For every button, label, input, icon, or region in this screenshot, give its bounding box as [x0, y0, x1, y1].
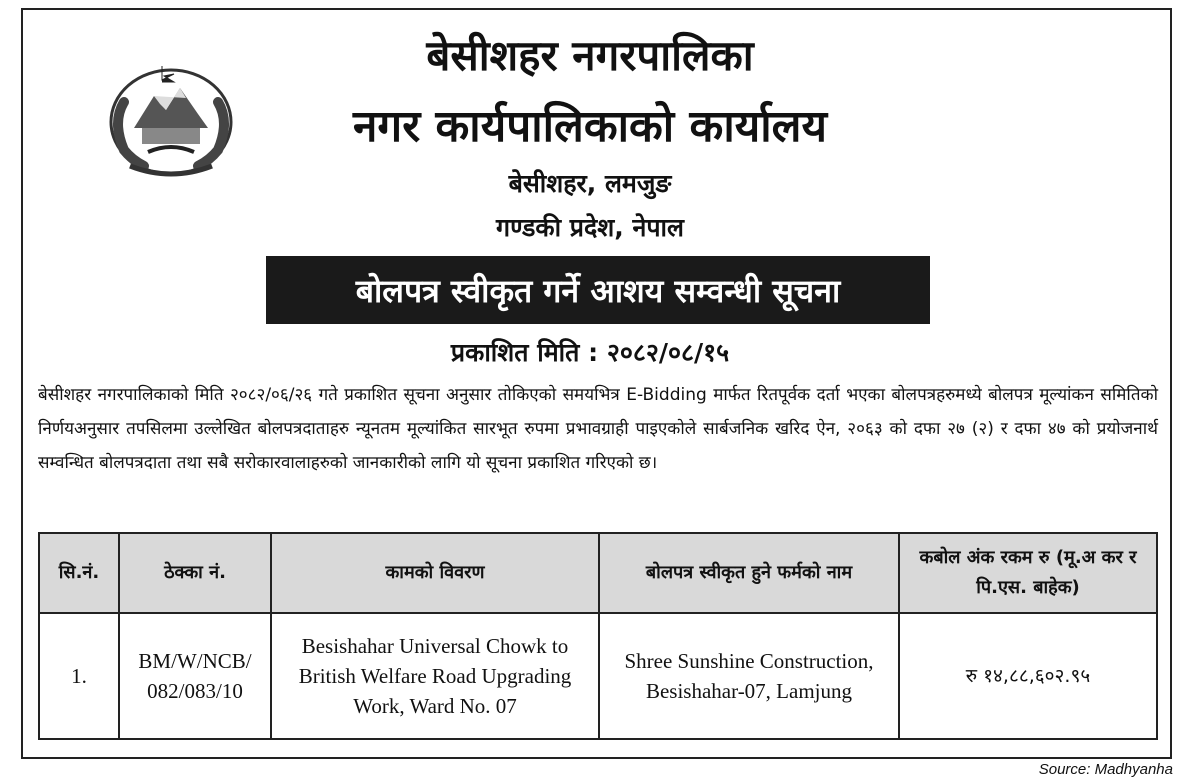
- cell-sn: 1.: [39, 613, 119, 739]
- col-contract-no-header: ठेक्का नं.: [119, 533, 271, 613]
- table-header-row: [39, 533, 1157, 613]
- office-name: नगर कार्यपालिकाको कार्यालय: [353, 101, 827, 152]
- cell-amount: रु १४,८८,६०२.९५: [899, 613, 1157, 739]
- published-date-label: प्रकाशित मिति :: [450, 338, 599, 367]
- notice-title: [266, 256, 930, 324]
- notice-body: बेसीशहर नगरपालिकाको मिति २०८२/०६/२६ गते प्रकाशित सूचना अनुसार तोकिएको समयभित्र E-Bidding मार्फत रितपूर्वक दर्ता भएका बोलपत्रहरुमध्ये बोलपत्र मूल्यांकन समितिको निर्णयअनुसार तपसिलमा उल्लेखित बोलपत्रदाताहरु न्यूनतम मूल्यांकित सारभूत रुपमा प्रभावग्राही पाइएकोले सार्बजनिक खरिद ऐन, २०६३ को दफा २७ (२) र दफा ४७ को प्रयोजनार्थ सम्वन्धित बोलपत्रदाता तथा सबै सरोकारवालाहरुको जानकारीको लागि यो सूचना प्रकाशित गरिएको छ।: [38, 385, 1158, 473]
- col-amount-header: कबोल अंक रकम रु (मू.अ कर र पि.एस. बाहेक): [899, 533, 1157, 613]
- cell-description: Besishahar Universal Chowk to British Welfare Road Upgrading Work, Ward No. 07: [271, 613, 599, 739]
- published-date-value: २०८२/०८/१५: [606, 338, 730, 367]
- table-row: [39, 613, 1157, 739]
- address-line-1: बेसीशहर, लमजुङ: [508, 169, 672, 198]
- award-table: [38, 532, 1158, 740]
- municipality-name: बेसीशहर नगरपालिका: [426, 31, 754, 80]
- cell-contract-no: BM/W/NCB/ 082/083/10: [119, 613, 271, 739]
- col-description-header: कामको विवरण: [271, 533, 599, 613]
- published-date: [300, 335, 880, 369]
- col-sn-header: सि.नं.: [39, 533, 119, 613]
- col-firm-header: बोलपत्र स्वीकृत हुने फर्मको नाम: [599, 533, 899, 613]
- source-credit: Source: Madhyanha: [1038, 761, 1173, 778]
- nepal-government-emblem-icon: [102, 58, 240, 180]
- notice-title-text: बोलपत्र स्वीकृत गर्ने आशय सम्वन्धी सूचना: [355, 271, 841, 310]
- address-line-2: गण्डकी प्रदेश, नेपाल: [496, 213, 684, 242]
- cell-firm: Shree Sunshine Construction, Besishahar-07, Lamjung: [599, 613, 899, 739]
